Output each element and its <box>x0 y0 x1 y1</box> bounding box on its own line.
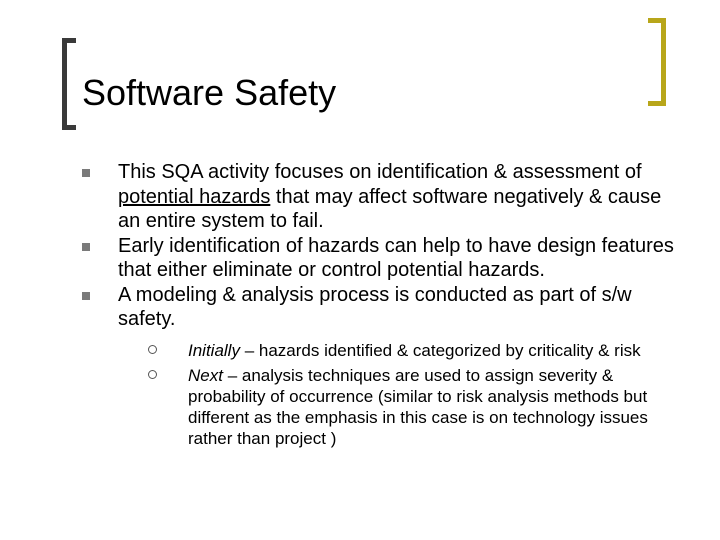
sub-bullet-1-text: – hazards identified & categorized by criticality & risk <box>239 340 641 360</box>
bullet-list <box>82 160 682 449</box>
circle-bullet-icon <box>148 370 157 379</box>
sub-bullet-1-lead: Initially <box>188 340 240 360</box>
bullet-item-2 <box>82 234 682 283</box>
title-bracket-right <box>648 18 666 106</box>
sub-bullet-item-2 <box>118 365 682 449</box>
sub-bullet-2-lead: Next <box>188 365 223 385</box>
square-bullet-icon <box>82 243 90 251</box>
bullet-1-text-after: that may affect software negatively & cause an entire system to fail. <box>118 185 662 232</box>
square-bullet-icon <box>82 292 90 300</box>
square-bullet-icon <box>82 169 90 177</box>
bullet-2-text: Early identification of hazards can help to have design features that either eliminate or control potential hazards. <box>118 234 674 281</box>
bullet-1-text-before: This SQA activity focuses on identification & assessment of <box>118 161 642 183</box>
bullet-3-text: A modeling & analysis process is conducted as part of s/w safety. <box>118 283 632 330</box>
title-bracket-left <box>62 38 76 130</box>
slide-title: Software Safety <box>82 72 337 113</box>
sub-bullet-list <box>118 340 682 449</box>
bullet-item-1 <box>82 160 682 234</box>
sub-bullet-item-1 <box>118 340 682 361</box>
bullet-item-3 <box>82 283 682 449</box>
bullet-1-underlined-text: potential hazards <box>118 185 271 208</box>
slide-content <box>82 160 682 453</box>
circle-bullet-icon <box>148 345 157 354</box>
sub-bullet-2-text: – analysis techniques are used to assign severity & probability of occurrence (similar to risk analysis methods but different as the emphasis in this case is on technology issues rather than project ) <box>188 365 648 448</box>
